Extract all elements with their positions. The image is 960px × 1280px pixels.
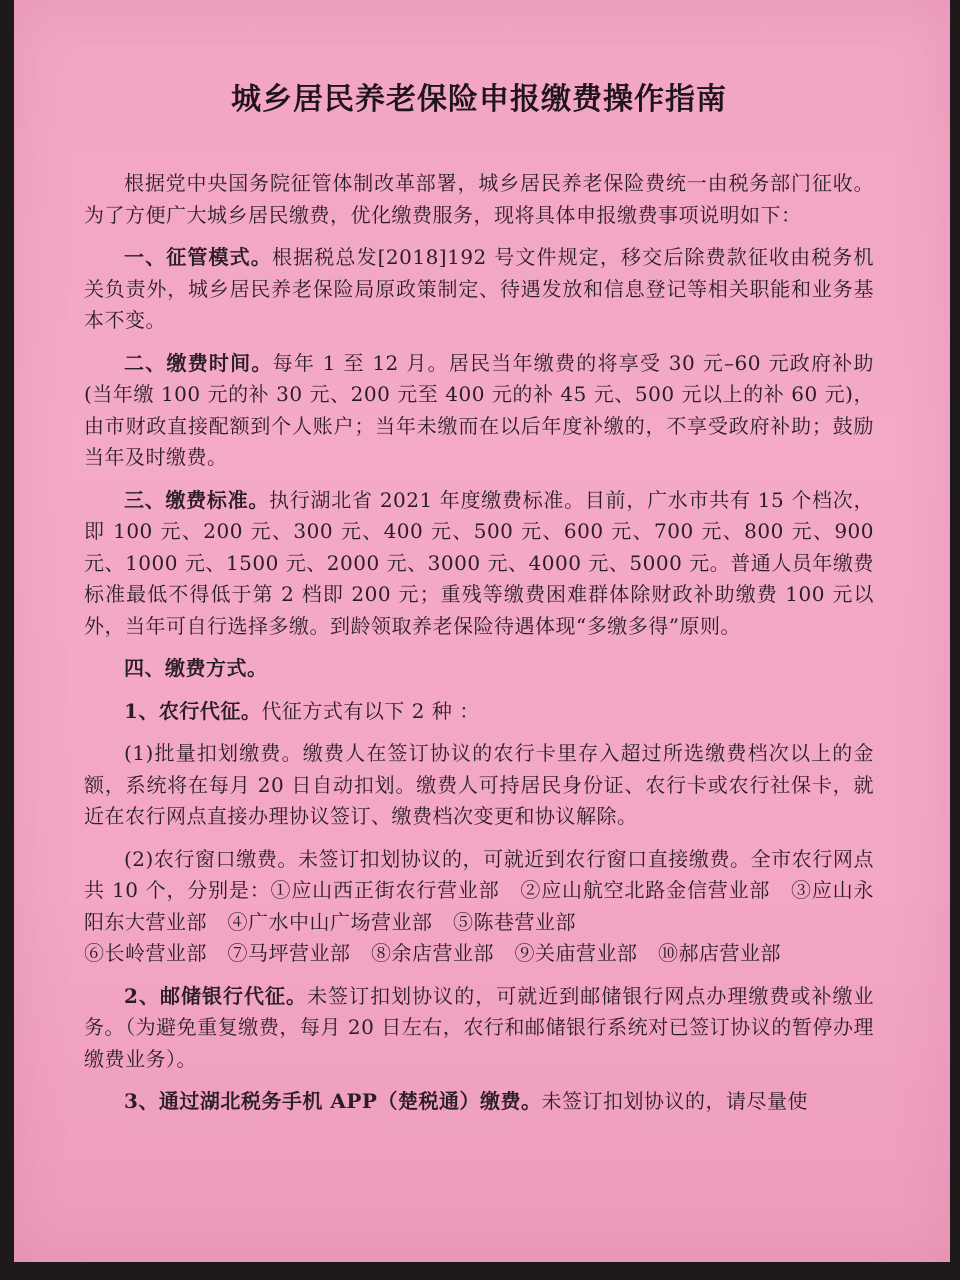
section-3-text: 执行湖北省 2021 年度缴费标准。目前，广水市共有 15 个档次，即 100 元、200 元、300 元、400 元、500 元、600 元、700 元、800 元、900 元、1000 元、1500 元、2000 元、3000 元、4000 元、5000 元。普通人员年缴费标准最低不得低于第 2 档即 200 元；重残等缴费困难群体除财政补助缴费 100 元以外，当年可自行选择多缴。到龄领取养老保险待遇体现“多缴多得”原则。 [84, 487, 875, 638]
method-1b-text: 未签订扣划协议的，可就近到农行窗口直接缴费。全市农行网点共 10 个，分别是： [84, 846, 874, 902]
method-1-text: 代征方式有以下 2 种 ： [261, 698, 480, 723]
method-1b-paragraph [84, 844, 874, 970]
document-page [14, 0, 950, 1262]
method-1a-paragraph [84, 738, 874, 833]
section-1-heading: 一、征管模式。 [124, 245, 272, 269]
intro-paragraph: 根据党中央国务院征管体制改革部署，城乡居民养老保险费统一由税务部门征收。为了方便广大城乡居民缴费，优化缴费服务，现将具体申报缴费事项说明如下： [84, 171, 874, 227]
document-body [84, 80, 874, 1129]
method-1a-heading: (1)批量扣划缴费。 [124, 741, 303, 765]
section-3-paragraph [84, 485, 874, 643]
document-title: 城乡居民养老保险申报缴费操作指南 [231, 82, 727, 117]
section-2-text: 每年 1 至 12 月。居民当年缴费的将享受 30 元–60 元政府补助(当年缴 100 元的补 30 元、200 元至 400 元的补 45 元、500 元以上的补 60 元)，由市财政直接配额到个人账户；当年未缴而在以后年度补缴的，不享受政府补助；鼓励当年及时缴费。 [84, 350, 875, 469]
section-1-text: 根据税总发[2018]192 号文件规定，移交后除费款征收由税务机关负责外，城乡居民养老保险局原政策制定、待遇发放和信息登记等相关职能和业务基本不变。 [84, 245, 875, 332]
method-2-text: 未签订扣划协议的，可就近到邮储银行网点办理缴费或补缴业务。（为避免重复缴费，每月 20 日左右，农行和邮储银行系统对已签订协议的暂停办理缴费业务）。 [84, 983, 875, 1071]
method-2-paragraph [84, 981, 874, 1076]
branch-list-2: ⑥长岭营业部 ⑦马坪营业部 ⑧余店营业部 ⑨关庙营业部 ⑩郝店营业部 [84, 941, 781, 965]
method-3-paragraph [84, 1086, 874, 1118]
method-1-paragraph [84, 696, 874, 728]
branch-list-1: ①应山西正街农行营业部 ②应山航空北路金信营业部 ③应山永阳东大营业部 ④广水中山广场营业部 ⑤陈巷营业部 [84, 878, 874, 934]
section-2-paragraph [84, 348, 874, 474]
method-1b-heading: (2)农行窗口缴费。 [124, 846, 298, 871]
section-2-heading: 二、缴费时间。 [124, 350, 273, 375]
section-4-heading: 四、缴费方式。 [124, 656, 268, 680]
method-1-heading: 1、农行代征。 [124, 698, 262, 723]
section-1-paragraph [84, 242, 874, 337]
method-3-heading: 3、通过湖北税务手机 APP（楚税通）缴费。 [124, 1089, 542, 1113]
section-3-heading: 三、缴费标准。 [124, 487, 270, 512]
section-4-paragraph [84, 653, 874, 685]
method-1a-text: 缴费人在签订协议的农行卡里存入超过所选缴费档次以上的金额，系统将在每月 20 日自动扣划。缴费人可持居民身份证、农行卡或农行社保卡，就近在农行网点直接办理协议签订、缴费档次变更和协议解除。 [84, 741, 874, 828]
method-2-heading: 2、邮储银行代征。 [124, 983, 308, 1008]
method-3-text: 未签订扣划协议的，请尽量使 [541, 1089, 808, 1113]
